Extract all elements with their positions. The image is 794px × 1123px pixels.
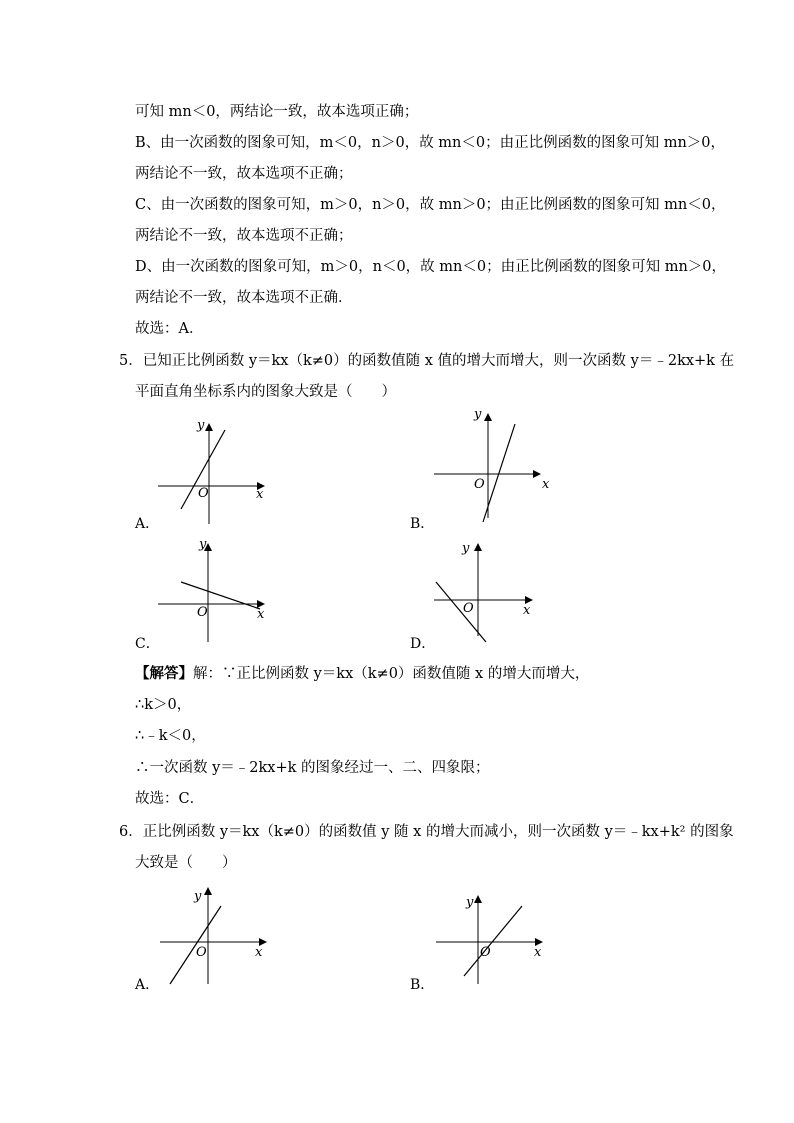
q5-solution-line3: ∴﹣k＜0， <box>135 728 206 744</box>
x-axis-label: x <box>255 945 263 960</box>
prev-answer-c-line1: C、由一次函数的图象可知，m＞0，n＞0，故 mn＞0；由正比例函数的图象可知 mn＜0， <box>135 197 726 213</box>
y-axis-label: y <box>199 537 207 552</box>
y-axis-label: y <box>462 541 470 556</box>
origin-label: O <box>196 945 207 960</box>
origin-label: O <box>463 601 474 616</box>
q5-solution-line4: ∴一次函数 y＝﹣2kx+k 的图象经过一、二、四象限； <box>135 760 490 776</box>
prev-answer-d-line2: 两结论不一致，故本选项不正确． <box>135 290 353 306</box>
x-axis-label: x <box>257 607 265 622</box>
function-line <box>181 582 260 609</box>
q6-stem-line2: 大致是（ ） <box>135 855 237 871</box>
y-axis-label: y <box>466 895 474 910</box>
prev-answer-c-line2: 两结论不一致，故本选项不正确； <box>135 228 353 244</box>
origin-label: O <box>474 477 485 492</box>
q5-option-d-label: D． <box>410 636 436 652</box>
x-axis-label: x <box>542 477 550 492</box>
q6-graph-b <box>430 892 560 990</box>
prev-answer-a-conclusion: 可知 mn＜0，两结论一致，故本选项正确； <box>135 104 419 120</box>
q5-option-c-label: C． <box>135 636 160 652</box>
q5-graph-d <box>428 536 558 644</box>
y-axis-label: y <box>197 418 205 433</box>
origin-label: O <box>198 486 209 501</box>
prev-answer-d-line1: D、由一次函数的图象可知，m＞0，n＜0，故 mn＜0；由正比例函数的图象可知 mn＞0， <box>135 259 727 275</box>
solution-tag: 【解答】 <box>135 665 193 682</box>
prev-answer-b-line2: 两结论不一致，故本选项不正确； <box>135 166 353 182</box>
q5-stem-line1: 5．已知正比例函数 y＝kx（k≠0）的函数值随 x 值的增大而增大，则一次函数 y＝﹣2kx+k 在 <box>119 353 735 369</box>
q6-option-b-label: B． <box>410 977 435 993</box>
x-axis-label: x <box>256 487 264 502</box>
q6-option-a-label: A． <box>135 977 160 993</box>
prev-answer-choice: 故选：A． <box>135 321 204 337</box>
origin-label: O <box>480 945 491 960</box>
x-axis-label: x <box>523 603 531 618</box>
q5-option-a-label: A． <box>135 516 160 532</box>
y-axis-label: y <box>474 407 482 422</box>
q5-graph-b <box>428 404 558 526</box>
q6-stem-line1: 6．正比例函数 y＝kx（k≠0）的函数值 y 随 x 的增大而减小，则一次函数 y＝﹣kx+k² 的图象 <box>119 824 734 840</box>
q5-option-b-label: B． <box>410 516 435 532</box>
q5-graph-c <box>150 536 280 644</box>
prev-answer-b-line1: B、由一次函数的图象可知，m＜0，n＞0，故 mn＜0；由正比例函数的图象可知 mn＞0， <box>135 135 726 151</box>
function-line <box>464 906 522 976</box>
x-axis-label: x <box>534 945 542 960</box>
solution-text: 解：∵正比例函数 y＝kx（k≠0）函数值随 x 的增大而增大， <box>193 666 590 682</box>
origin-label: O <box>197 605 208 620</box>
q6-graph-a <box>152 884 282 988</box>
y-axis-label: y <box>194 889 202 904</box>
q5-choice: 故选：C． <box>135 791 205 807</box>
q5-solution-line2: ∴k＞0， <box>135 697 192 713</box>
q5-solution-line1 <box>135 664 589 684</box>
q5-stem-line2: 平面直角坐标系内的图象大致是（ ） <box>135 384 396 400</box>
q5-graph-a <box>150 414 280 526</box>
